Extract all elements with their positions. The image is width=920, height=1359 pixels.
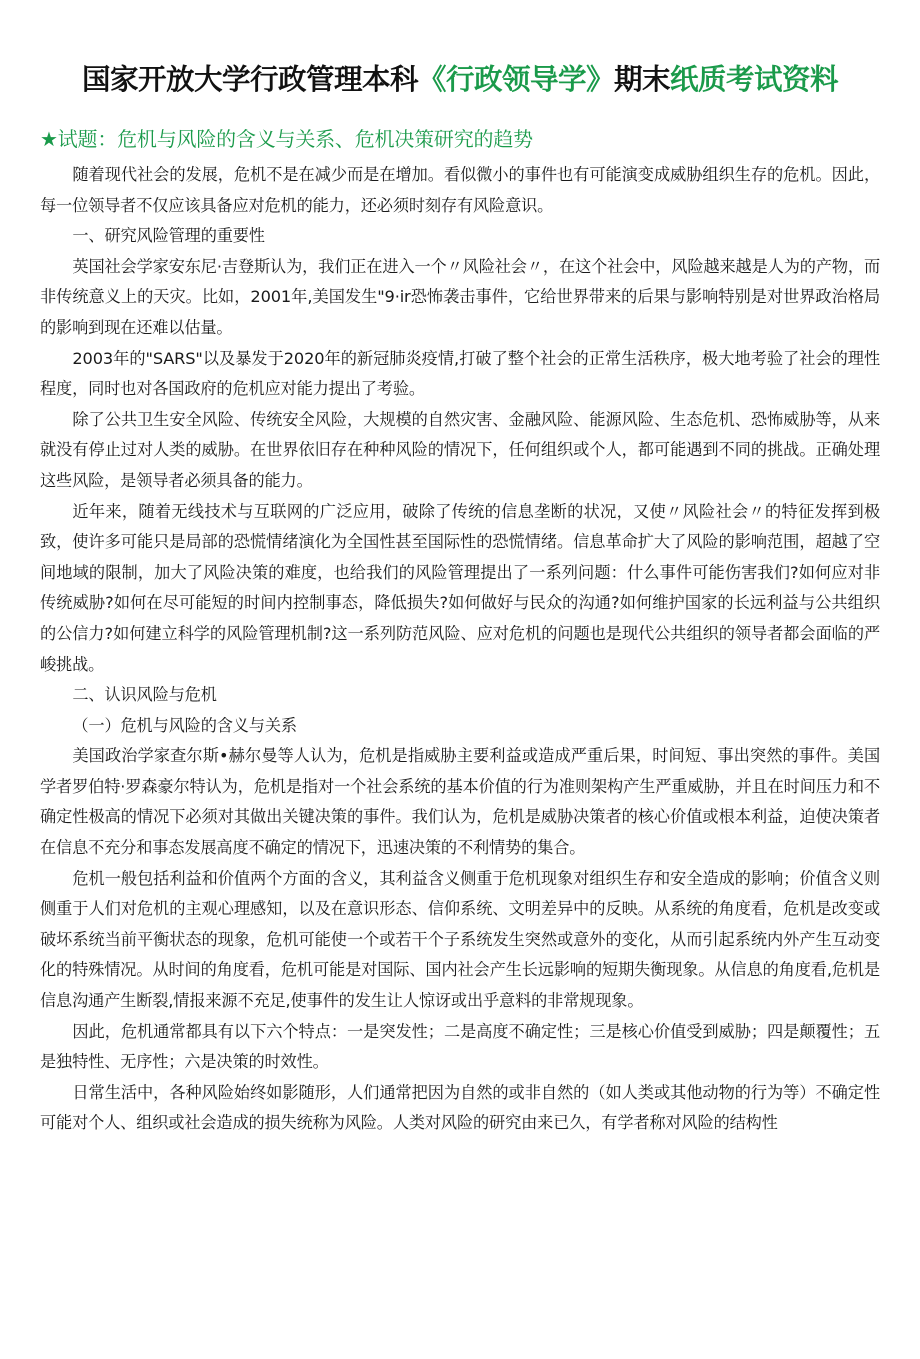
question-heading: ★试题：危机与风险的含义与关系、危机决策研究的趋势 [40, 127, 533, 151]
paragraph: 除了公共卫生安全风险、传统安全风险，大规模的自然灾害、金融风险、能源风险、生态危机、恐怖威胁等，从来就没有停止过对人类的威胁。在世界依旧存在种种风险的情况下，任何组织或个人，都可能遇到不同的挑战。正确处理这些风险，是领导者必须具备的能力。 [40, 409, 880, 490]
paragraph: 2003年的"SARS"以及暴发于2020年的新冠肺炎疫情,打破了整个社会的正常生活秩序，极大地考验了社会的理性程度，同时也对各国政府的危机应对能力提出了考验。 [40, 348, 880, 399]
paragraph: 日常生活中，各种风险始终如影随形，人们通常把因为自然的或非自然的（如人类或其他动物的行为等）不确定性可能对个人、组织或社会造成的损失统称为风险。人类对风险的研究由来已久，有学者称对风险的结构性 [40, 1082, 880, 1133]
title-part-1: 国家开放大学行政管理本科 [81, 63, 418, 96]
title-part-3: 期末 [614, 63, 671, 96]
section-heading: 一、研究风险管理的重要性 [72, 226, 265, 246]
document-title [40, 58, 880, 102]
paragraph: 随着现代社会的发展，危机不是在减少而是在增加。看似微小的事件也有可能演变成威胁组织生存的危机。因此，每一位领导者不仅应该具备应对危机的能力，还必须时刻存有风险意识。 [40, 165, 880, 215]
title-course-name: 《行政领导学》 [417, 63, 614, 96]
paragraph: 英国社会学家安东尼·吉登斯认为，我们正在进入一个〃风险社会〃，在这个社会中，风险越来越是人为的产物，而非传统意义上的天灾。比如，2001年,美国发生"9·ir恐怖袭击事件，它给世界带来的后果与影响特别是对世界政治格局的影响到现在还难以估量。 [40, 256, 880, 337]
document-body [40, 160, 880, 1139]
paragraph: 近年来，随着无线技术与互联网的广泛应用，破除了传统的信息垄断的状况，又使〃风险社会〃的特征发挥到极致，使许多可能只是局部的恐慌情绪演化为全国性甚至国际性的恐慌情绪。信息革命扩大了风险的影响范围，超越了空间地域的限制，加大了风险决策的难度，也给我们的风险管理提出了一系列问题：什么事件可能伤害我们?如何应对非传统威胁?如何在尽可能短的时间内控制事态，降低损失?如何做好与民众的沟通?如何维护国家的长远利益与公共组织的公信力?如何建立科学的风险管理机制?这一系列防范风险、应对危机的问题也是现代公共组织的领导者都会面临的严峻挑战。 [40, 501, 880, 674]
document-page [0, 58, 920, 1359]
paragraph: 美国政治学家查尔斯•赫尔曼等人认为，危机是指威胁主要利益或造成严重后果，时间短、事出突然的事件。美国学者罗伯特·罗森豪尔特认为，危机是指对一个社会系统的基本价值的行为准则架构产生严重威胁，并且在时间压力和不确定性极高的情况下必须对其做出关键决策的事件。我们认为，危机是威胁决策者的核心价值或根本利益，迫使决策者在信息不充分和事态发展高度不确定的情况下，迅速决策的不利情势的集合。 [40, 746, 880, 858]
title-part-4: 纸质考试资料 [670, 63, 839, 96]
subsection-heading: （一）危机与风险的含义与关系 [72, 715, 297, 735]
paragraph: 因此，危机通常都具有以下六个特点：一是突发性；二是高度不确定性；三是核心价值受到威胁；四是颠覆性；五是独特性、无序性；六是决策的时效性。 [40, 1021, 880, 1072]
section-heading: 二、认识风险与危机 [72, 685, 217, 705]
paragraph: 危机一般包括利益和价值两个方面的含义，其利益含义侧重于危机现象对组织生存和安全造成的影响；价值含义则侧重于人们对危机的主观心理感知，以及在意识形态、信仰系统、文明差异中的反映。从系统的角度看，危机是改变或破坏系统当前平衡状态的现象，危机可能使一个或若干个子系统发生突然或意外的变化，从而引起系统内外产生互动变化的特殊情况。从时间的角度看，危机可能是对国际、国内社会产生长远影响的短期失衡现象。从信息的角度看,危机是信息沟通产生断裂,情报来源不充足,使事件的发生让人惊讶或出乎意料的非常规现象。 [40, 868, 880, 1011]
